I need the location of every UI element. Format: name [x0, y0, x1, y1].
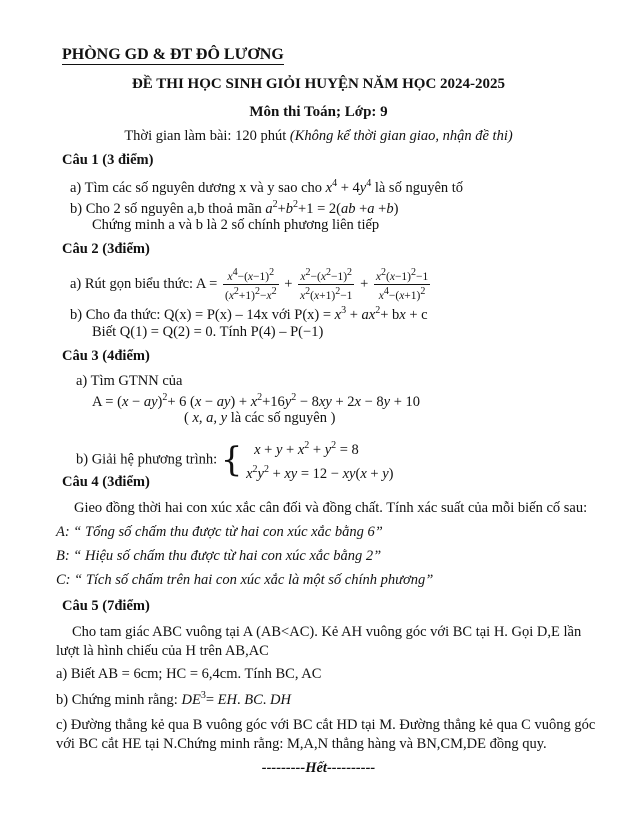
q1-part-b: b) Cho 2 số nguyên a,b thoả mãn $a^2+b^2+1 = 2(ab +a +b)$ — [70, 199, 399, 217]
q3-part-b: b) Giải hệ phương trình: { $x + y + x^2 + y^2 = 8$ $x^2y^2$ + xy = 12 − xy(x + y) — [76, 439, 394, 482]
q5-title: Câu 5 (7điểm) — [62, 598, 150, 614]
exam-subject: Môn thi Toán; Lớp: 9 — [249, 104, 388, 120]
q2-part-b: b) Cho đa thức: Q(x) = P(x) – 14x với $P(x) = x^3 + ax^2+$ bx + c — [70, 305, 428, 323]
q5-part-c-line2: với BC cắt HE tại N.Chứng minh rằng: M,A,N thẳng hàng và BN,CM,DE đồng quy. — [56, 736, 547, 752]
q5-part-c-line1: c) Đường thẳng kẻ qua B vuông góc với BC cắt HD tại M. Đường thẳng kẻ qua C vuông góc — [56, 717, 596, 733]
department-heading: PHÒNG GD & ĐT ĐÔ LƯƠNG — [62, 46, 284, 63]
q4-event-a: A: “ Tổng số chấm thu được từ hai con xúc xắc bằng 6” — [56, 524, 383, 540]
q2-title: Câu 2 (3điểm) — [62, 241, 150, 257]
exam-end-marker: ---------Hết---------- — [261, 760, 376, 776]
q4-event-b: B: “ Hiệu số chấm thu được từ hai con xúc xắc bằng 2” — [56, 548, 382, 564]
q3-title: Câu 3 (4điểm) — [62, 348, 150, 364]
q1-part-b-line2: Chứng minh a và b là 2 số chính phương liên tiếp — [92, 217, 380, 233]
q4-intro: Gieo đồng thời hai con xúc xắc cân đối và đồng chất. Tính xác suất của mỗi biến cố sau: — [74, 500, 588, 516]
q3-part-a-note: ( x, a, y là các số nguyên ) — [184, 410, 336, 426]
q3-part-a: a) Tìm GTNN của — [76, 373, 183, 389]
exam-title: ĐỀ THI HỌC SINH GIỎI HUYỆN NĂM HỌC 2024-2025 — [131, 76, 506, 92]
q1-part-a: a) Tìm các số nguyên dương x và y sao cho $x^4 + 4y^4$ là số nguyên tố — [70, 178, 464, 196]
q5-intro-line2: lượt là hình chiếu của H trên AB,AC — [56, 643, 269, 659]
q1-title: Câu 1 (3 điểm) — [62, 152, 154, 168]
q5-part-b: b) Chứng minh rằng: $DE^3=$ EH. BC. DH — [56, 690, 291, 708]
q4-title: Câu 4 (3điểm) — [62, 474, 150, 490]
q2-part-a: a) Rút gọn biểu thức: A = $\frac{x^4-(x-1)^2}{(x^2+1)^2-x^2}$ + $\frac{x^2-(x^2-1)^2}{x^2(x+1)^2-1}$ + $\frac{x^2(x-1)^2-1}{x^4-(x+1)^2}$ — [70, 267, 429, 302]
q3-part-a-expression: A = (x − ay)$^2$+ 6 $(x - ay) + x^2+16y^2 - 8xy + 2x - 8y + 10$ — [92, 392, 420, 410]
exam-time: Thời gian làm bài: 120 phút (Không kể thời gian giao, nhận đề thi) — [124, 128, 513, 144]
q5-intro-line1: Cho tam giác ABC vuông tại A (AB<AC). Kẻ AH vuông góc với BC tại H. Gọi D,E lần — [72, 624, 582, 640]
q5-part-a: a) Biết AB = 6cm; HC = 6,4cm. Tính BC, AC — [56, 666, 322, 682]
q2-part-b-line2: Biết Q(1) = Q(2) = 0. Tính P(4) – P(−1) — [92, 324, 324, 340]
q4-event-c: C: “ Tích số chấm trên hai con xúc xắc là một số chính phương” — [56, 572, 434, 588]
